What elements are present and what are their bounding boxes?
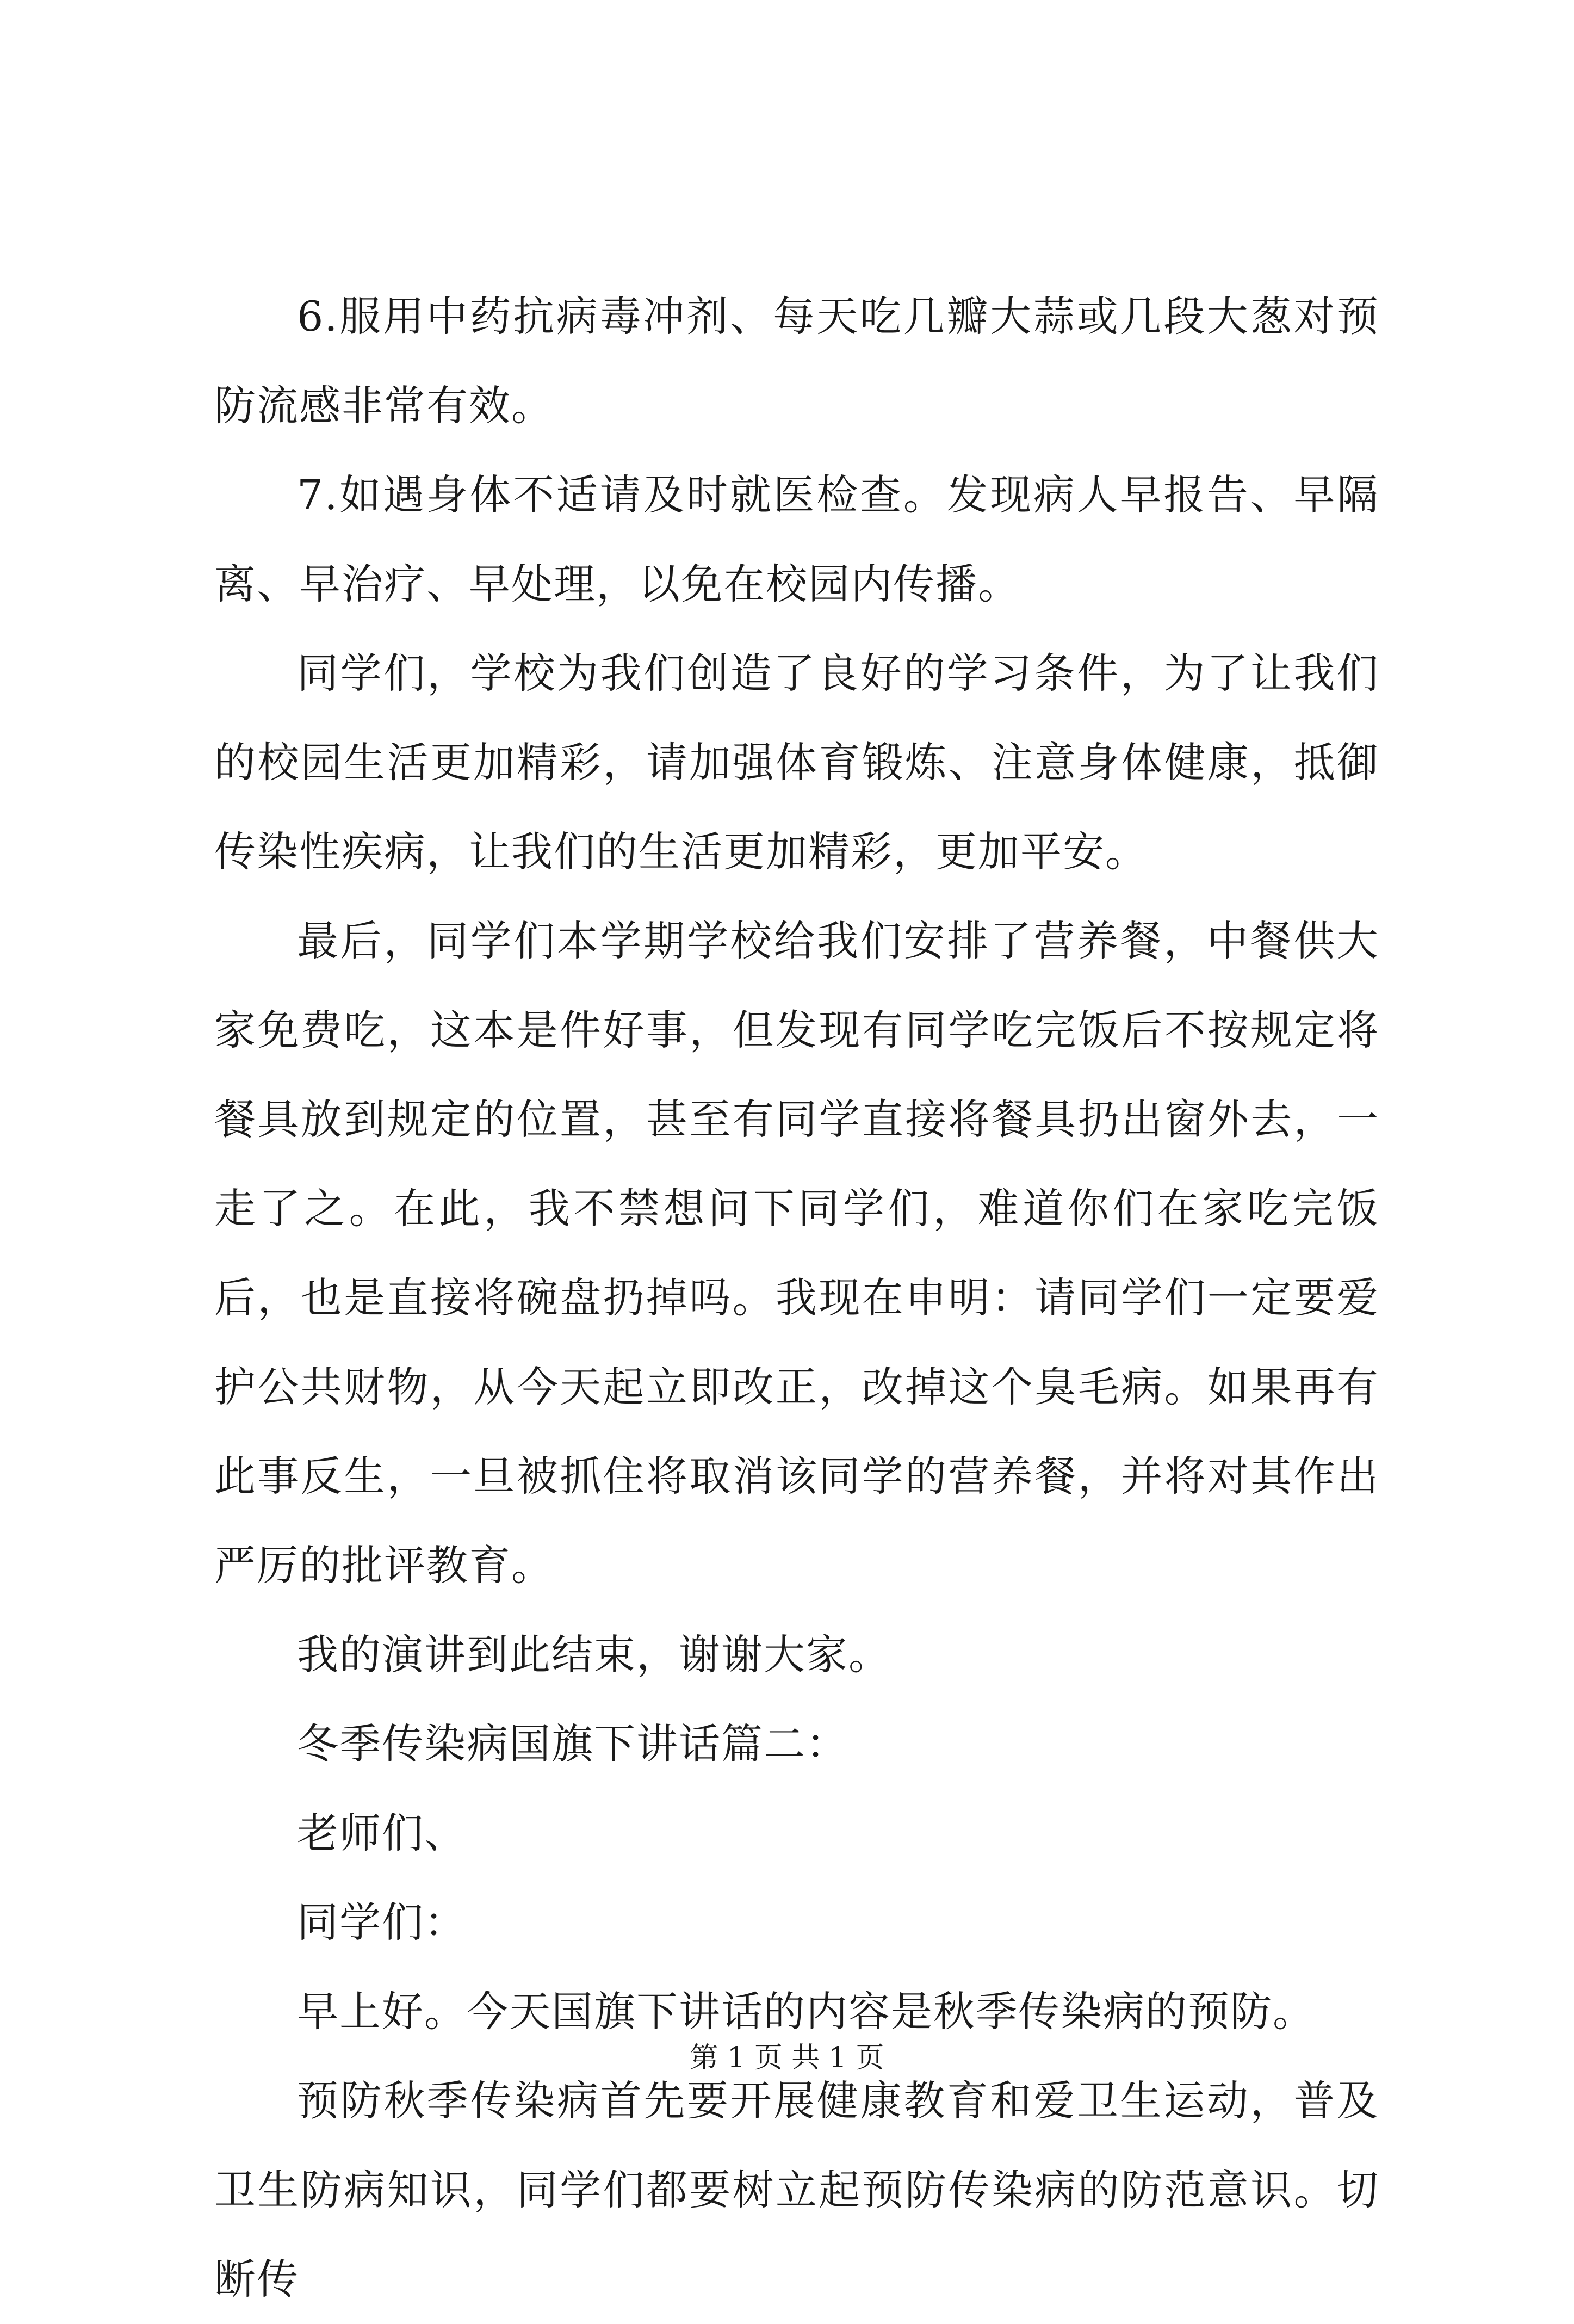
paragraph-students-conditions: 同学们，学校为我们创造了良好的学习条件，为了让我们的校园生活更加精彩，请加强体育锻炼、注意身体健康，抵御传染性疾病，让我们的生活更加精彩，更加平安。: [214, 649, 1379, 876]
paragraph-prevention: 预防秋季传染病首先要开展健康教育和爱卫生运动，普及卫生防病知识，同学们都要树立起预防传染病的防范意识。切断传: [214, 2076, 1379, 2303]
paragraph-closing: 我的演讲到此结束，谢谢大家。: [297, 1630, 891, 1679]
document-body: [214, 272, 1379, 2324]
paragraph-item-7: 7.如遇身体不适请及时就医检查。发现病人早报告、早隔离、早治疗、早处理，以免在校园内传播。: [214, 471, 1379, 608]
section-heading-part-two: 冬季传染病国旗下讲话篇二：: [297, 1720, 848, 1768]
paragraph-nutrition-meal: 最后，同学们本学期学校给我们安排了营养餐，中餐供大家免费吃，这本是件好事，但发现有同学吃完饭后不按规定将餐具放到规定的位置，甚至有同学直接将餐具扔出窗外去，一走了之。在此，我不禁想问下同学们，难道你们在家吃完饭后，也是直接将碗盘扔掉吗。我现在申明：请同学们一定要爱护公共财物，从今天起立即改正，改掉这个臭毛病。如果再有此事反生，一旦被抓住将取消该同学的营养餐，并将对其作出严厉的批评教育。: [214, 917, 1379, 1590]
paragraph-item-6: 6.服用中药抗病毒冲剂、每天吃几瓣大蒜或几段大葱对预防流感非常有效。: [214, 292, 1379, 430]
salutation-students: 同学们：: [297, 1898, 467, 1946]
page-footer: 第 1 页 共 1 页: [690, 2042, 884, 2074]
paragraph-greeting: 早上好。今天国旗下讲话的内容是秋季传染病的预防。: [297, 1987, 1315, 2036]
salutation-teachers: 老师们、: [297, 1809, 467, 1857]
